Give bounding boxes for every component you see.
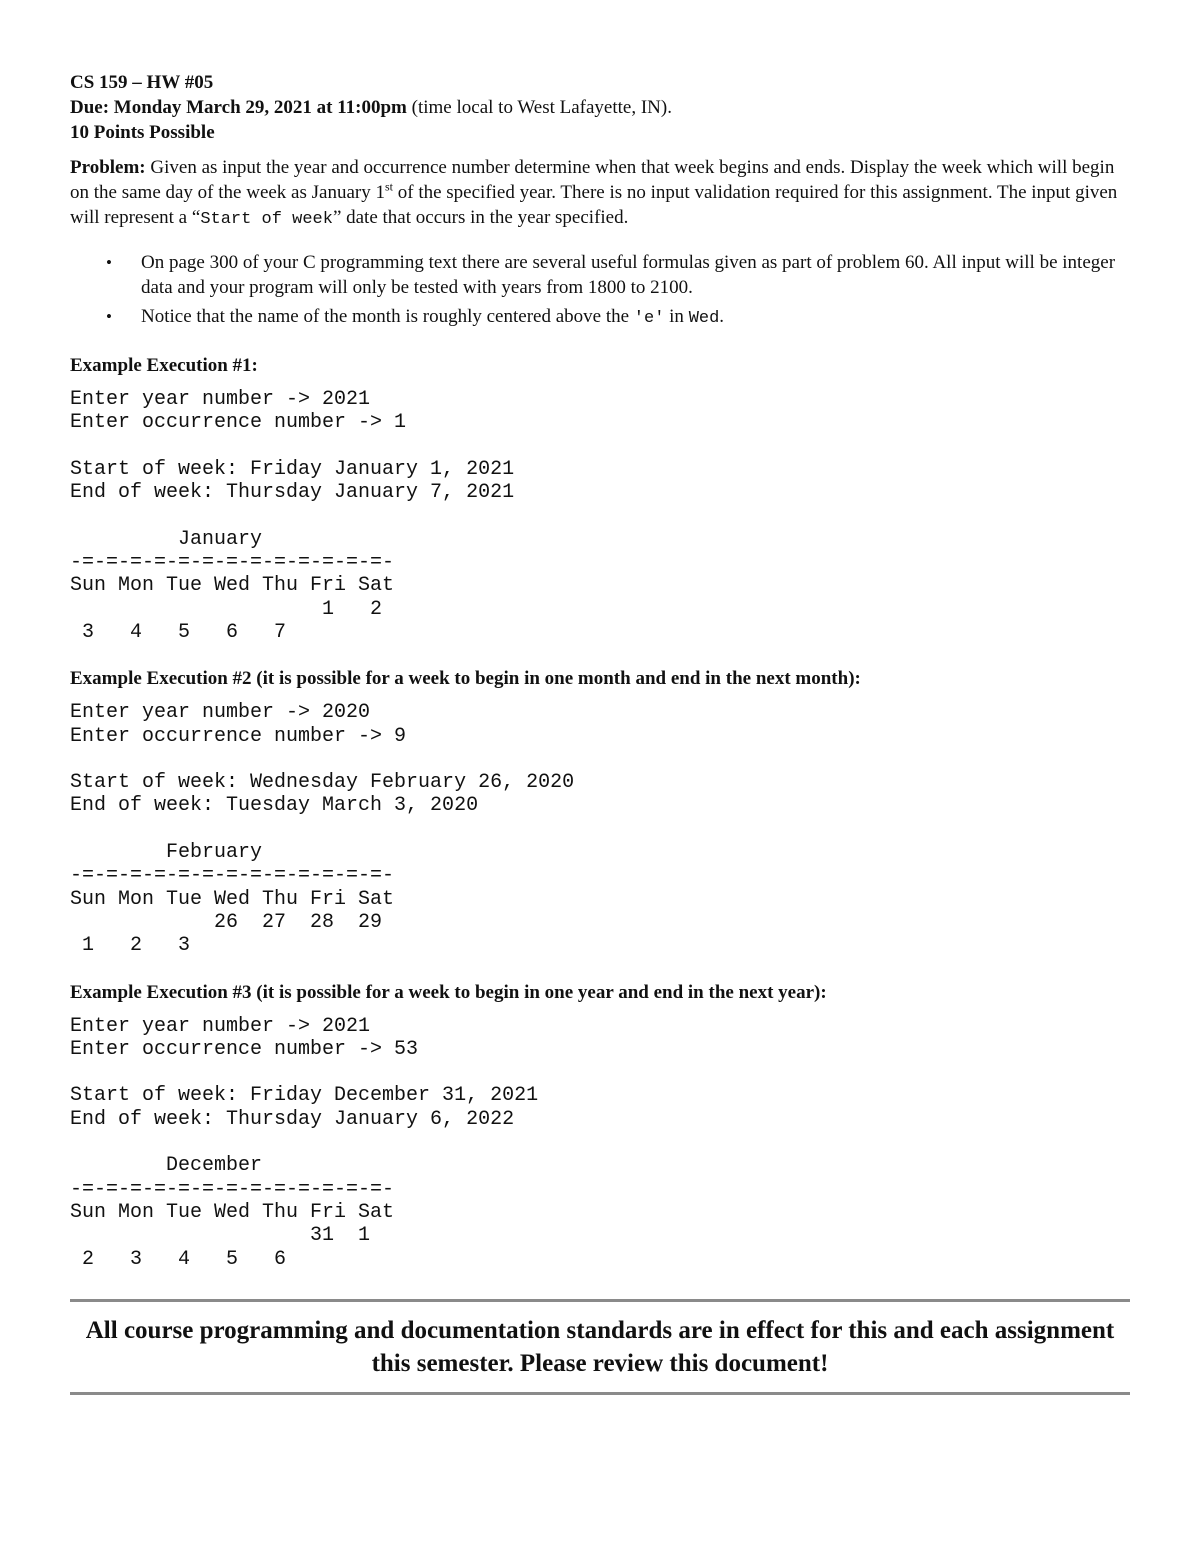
code-e: 'e' (633, 309, 665, 328)
example-title: Example Execution #2 (it is possible for a week to begin in one month and end in the next month): (70, 668, 861, 690)
due-timezone-note: (time local to West Lafayette, IN). (406, 97, 672, 118)
start-of-week-code: Start of week (200, 210, 333, 229)
note-text: in (664, 306, 689, 327)
homework-page (70, 70, 1130, 1395)
problem-text-3: ” date that occurs in the year specified. (332, 207, 629, 228)
bullet-icon: • (106, 307, 112, 326)
note-text: . (719, 306, 725, 327)
ordinal-superscript: st (384, 179, 393, 194)
code-wed: Wed (688, 309, 720, 328)
course-title: CS 159 – HW #05 (70, 72, 214, 93)
note-item (70, 250, 1130, 300)
problem-label: Problem: (70, 157, 146, 178)
problem-text-1: Given as input the year and occurrence number determine when that week begins and ends. Display the week which will begin on the same day of the week as January 1 (70, 157, 1115, 203)
points-possible: 10 Points Possible (70, 122, 215, 143)
due-date: Due: Monday March 29, 2021 at 11:00pm (70, 97, 407, 118)
example-title: Example Execution #1: (70, 355, 258, 376)
note-text: Notice that the name of the month is roughly centered above the (141, 306, 634, 327)
note-item (70, 304, 1130, 331)
example-title: Example Execution #3 (it is possible for a week to begin in one year and end in the next year): (70, 981, 827, 1003)
note-text: On page 300 of your C programming text there are several useful formulas given as part of problem 60. All input will be integer data and your program will only be tested with years from 1800 to 2100. (141, 252, 1116, 298)
document-header (70, 70, 1130, 145)
example-2 (70, 666, 1130, 957)
example-output: Enter year number -> 2021 Enter occurrence number -> 53 Start of week: Friday December 31, 2021 End of week: Thursday January 6, 2022 December -=-=-=-=-=-=-=-=-=-=-=-=-=- Sun Mon Tue Wed Thu Fri Sat 31 1 2 3 4 5 6 (70, 1014, 539, 1271)
problem-text-2: of the specified year. There is no input validation required for this assignment. The input given will represent a “ (70, 182, 1118, 228)
example-output: Enter year number -> 2021 Enter occurrence number -> 1 Start of week: Friday January 1, 2021 End of week: Thursday January 7, 2021 January -=-=-=-=-=-=-=-=-=-=-=-=-=- Sun Mon Tue Wed Thu Fri Sat 1 2 3 4 5 6 7 (70, 388, 515, 644)
example-output: Enter year number -> 2020 Enter occurrence number -> 9 Start of week: Wednesday February 26, 2020 End of week: Tuesday March 3, 2020 February -=-=-=-=-=-=-=-=-=-=-=-=-=- Sun Mon Tue Wed Thu Fri Sat 26 27 28 29 1 2 3 (70, 701, 575, 958)
bottom-divider (70, 1392, 1130, 1395)
example-3 (70, 980, 1130, 1271)
notes-list (70, 250, 1130, 331)
standards-notice: All course programming and documentation standards are in effect for this and each assignment this semester. Please review this document! (85, 1316, 1115, 1377)
problem-statement (70, 155, 1130, 232)
bullet-icon: • (106, 253, 112, 272)
due-line (70, 95, 1130, 120)
example-1 (70, 353, 1130, 644)
